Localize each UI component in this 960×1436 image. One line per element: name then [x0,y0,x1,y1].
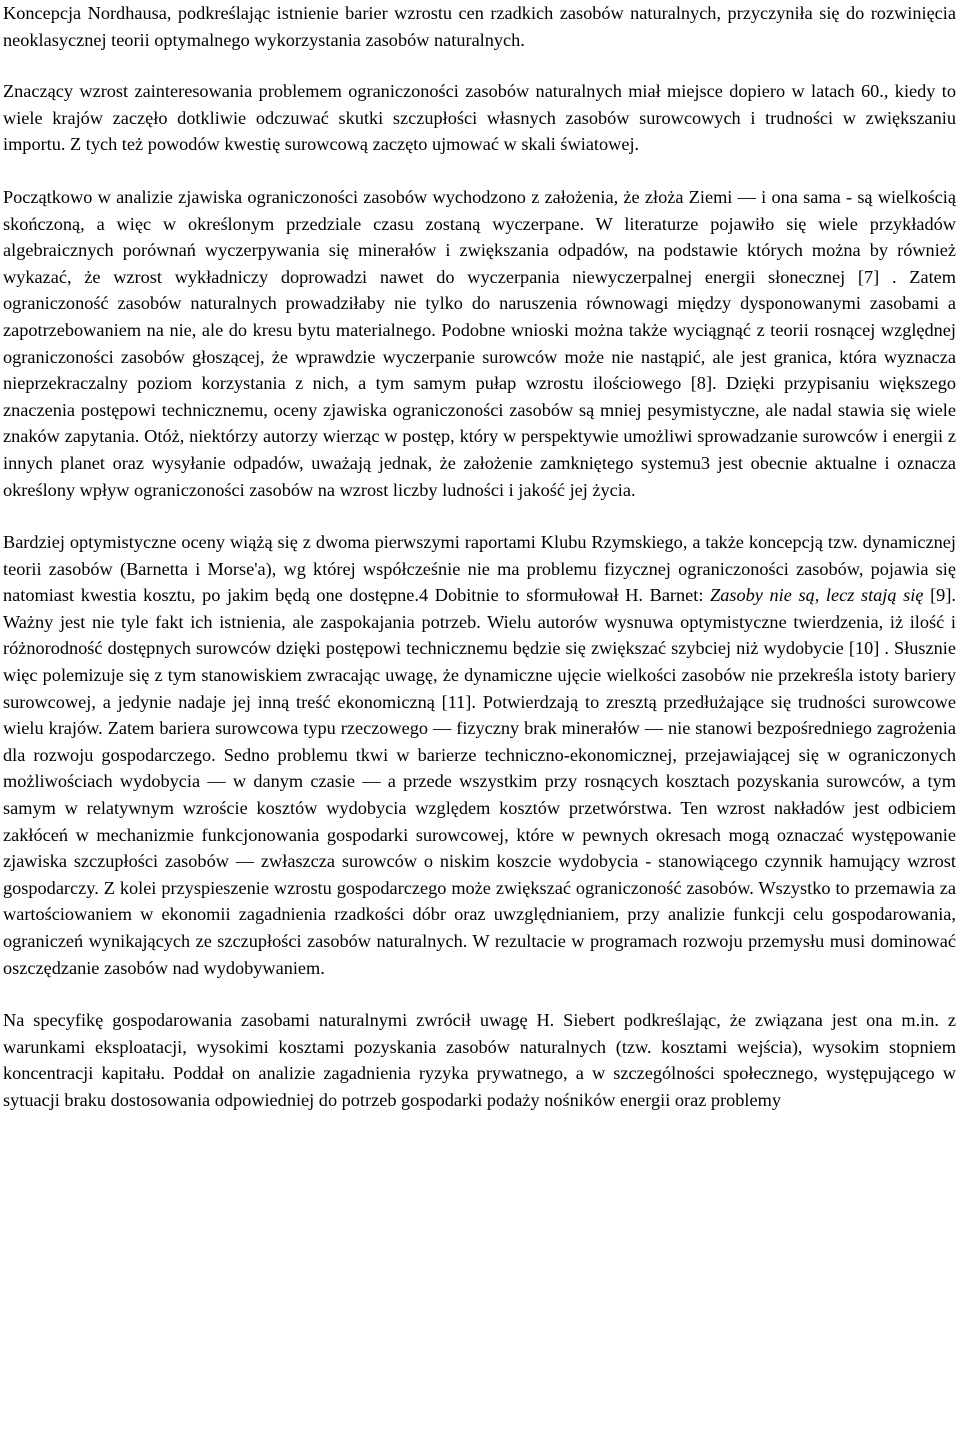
paragraph-text: Początkowo w analizie zjawiska ograniczoności zasobów wychodzono z założenia, że złoża Ziemi — i ona sama - są wielkością skończoną, a więc w określonym przedziale czasu zostaną wyczerpane. W literaturze pojawiło się wiele przykładów algebraicznych porównań wyczerpywania się minerałów i zwiększania odpadów, na podstawie których można by również wykazać, że wzrost wykładniczy doprowadzi nawet do wyczerpania niewyczerpalnej energii słonecznej [7] . Zatem ograniczoność zasobów naturalnych prowadziłaby nie tylko do naruszenia równowagi między dysponowanymi zasobami a zapotrzebowaniem na nie, ale do kresu bytu materialnego. Podobne wnioski można także wyciągnąć z teorii rosnącej względnej ograniczoności zasobów głoszącej, że wprawdzie wyczerpanie surowców może nie nastąpić, ale jest granica, która wyznacza nieprzekraczalny poziom korzystania z nich, a tym samym pułap wzrostu ilościowego [8]. Dzięki przypisaniu większego znaczenia postępowi technicznemu, oceny zjawiska ograniczoności zasobów są mniej pesymistyczne, ale nadal stawia się wiele znaków zapytania. Otóż, niektórzy autorzy wierząc w postęp, który w perspektywie umożliwi sprowadzanie surowców i energii z innych planet oraz wysyłanie odpadów, uważają jednak, że założenie zamkniętego systemu3 jest obecnie aktualne i oznacza określony wpływ ograniczoności zasobów na wzrost liczby ludności i jakość jej życia. [3,186,956,500]
paragraph-text: Koncepcja Nordhausa, podkreślając istnienie barier wzrostu cen rzadkich zasobów naturalnych, przyczyniła się do rozwinięcia neoklasycznej teorii optymalnego wykorzystania zasobów naturalnych. [3,3,956,50]
paragraph-optimistic-views [3,529,956,981]
paragraph-siebert [3,1007,956,1113]
paragraph-text: Na specyfikę gospodarowania zasobami naturalnymi zwrócił uwagę H. Siebert podkreślając, że związana jest ona m.in. z warunkami eksploatacji, wysokimi kosztami pozyskania zasobów naturalnych (tzw. kosztami wejścia), wysokim stopniem koncentracji kapitału. Poddał on analizie zagadnienia ryzyka prywatnego, a w szczególności społecznego, występującego w sytuacji braku dostosowania odpowiedniej do potrzeb gospodarki podaży nośników energii oraz problemy [3,1010,956,1110]
paragraph-resource-limits [3,184,956,503]
paragraph-text: Znaczący wzrost zainteresowania problemem ograniczoności zasobów naturalnych miał miejsce dopiero w latach 60., kiedy to wiele krajów zaczęło dotkliwie odczuwać skutki szczupłości własnych zasobów surowcowych i trudności w zwiększaniu importu. Z tych też powodów kwestię surowcową zaczęto ujmować w skali światowej. [3,81,956,155]
paragraph-nordhaus [3,0,956,53]
paragraph-text: [9]. Ważny jest nie tyle fakt ich istnienia, ale zaspokajania potrzeb. Wielu autorów wysnuwa optymistyczne twierdzenia, iż ilość i różnorodność dostępnych surowców dzięki postępowi technicznemu będzie się zwiększać szybciej niż wydobycie [10] . Słusznie więc polemizuje się z tym stanowiskiem zwracając uwagę, że dynamiczne ujęcie wielkości zasobów nie przekreśla istoty bariery surowcowej, a jedynie nadaje jej inną treść ekonomiczną [11]. Potwierdzają to zresztą przedłużające się trudności surowcowe wielu krajów. Zatem bariera surowcowa typu rzeczowego — fizyczny brak minerałów — nie stanowi bezpośredniego zagrożenia dla rozwoju gospodarczego. Sedno problemu tkwi w barierze techniczno-ekonomicznej, przejawiającej się w ograniczonych możliwościach wydobycia — w danym czasie — a przede wszystkim przy rosnących kosztach pozyskania surowców, a tym samym w relatywnym wzroście kosztów wydobycia względem kosztów przetwórstwa. Ten wzrost nakładów jest odbiciem zakłóceń w mechanizmie funkcjonowania gospodarki surowcowej, które w pewnych okresach mogą oznaczać występowanie zjawiska szczupłości zasobów — zwłaszcza surowców o niskim koszcie wydobycia - stanowiącego czynnik hamujący wzrost gospodarczy. Z kolei przyspieszenie wzrostu gospodarczego może zwiększać ograniczoność zasobów. Wszystko to przemawia za wartościowaniem w ekonomii zagadnienia rzadkości dóbr oraz uwzględnianiem, przy analizie funkcji celu gospodarowania, ograniczeń wynikających ze szczupłości zasobów naturalnych. W rezultacie w programach rozwoju przemysłu musi dominować oszczędzanie zasobów nad wydobywaniem. [3,585,956,978]
paragraph-text: Bardziej optymistyczne oceny wiążą się z dwoma pierwszymi raportami Klubu Rzymskiego, a także koncepcją tzw. dynamicznej teorii zasobów (Barnetta i Morse'a), wg której współcześnie nie ma problemu fizycznej ograniczoności zasobów, pojawia się natomiast kwestia kosztu, po jakim będą one dostępne.4 Dobitnie to sformułował H. Barnet: [3,532,956,606]
paragraph-interest-growth [3,78,956,158]
italic-quote: Zasoby nie są, lecz stają się [710,585,924,606]
